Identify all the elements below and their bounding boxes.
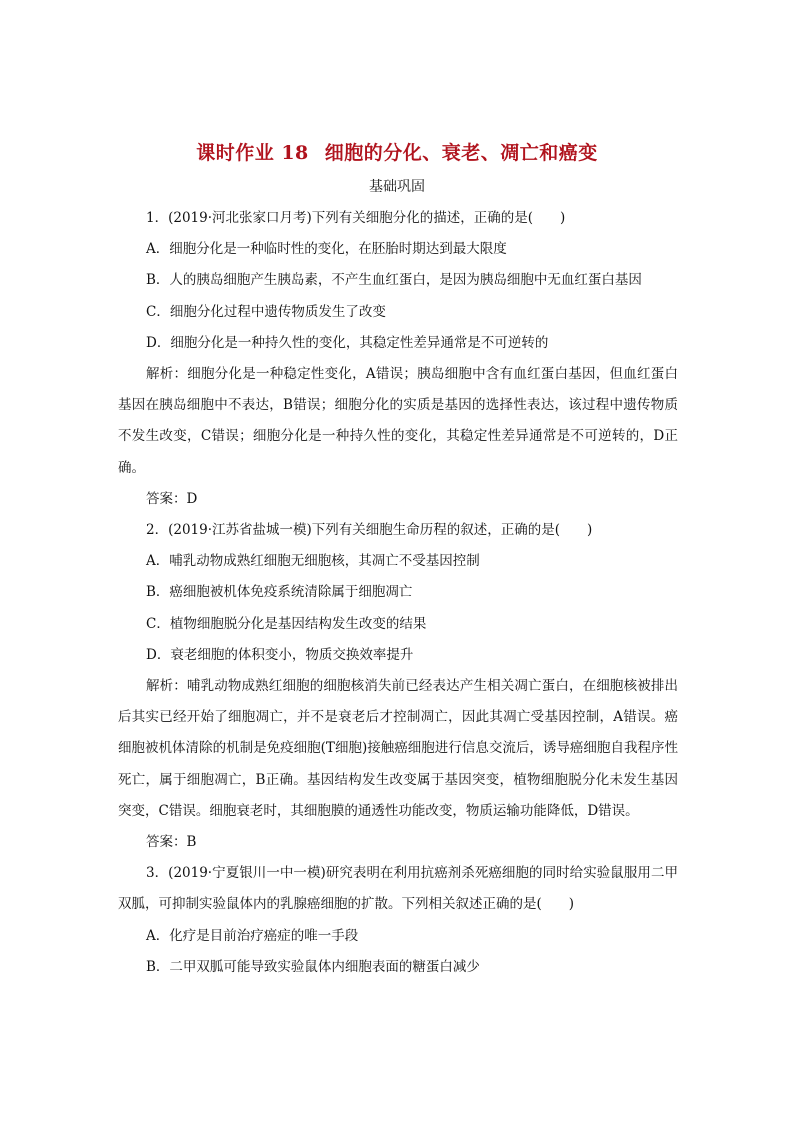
question-1-answer: 答案：D xyxy=(146,490,198,507)
question-2-option-c: C．植物细胞脱分化是基因结构发生改变的结果 xyxy=(146,615,427,632)
question-2-option-d: D．衰老细胞的体积变小，物质交换效率提升 xyxy=(146,646,414,663)
question-3-stem: 3．(2019·宁夏银川一中一模)研究表明在利用抗癌剂杀死癌细胞的同时给实验鼠服用二甲双胍，可抑制实验鼠体内的乳腺癌细胞的扩散。下列相关叙述正确的是( ) xyxy=(118,865,678,913)
question-2-analysis: 解析：哺乳动物成熟红细胞的细胞核消失前已经表达产生相关凋亡蛋白，在细胞核被排出后其实已经开始了细胞凋亡，并不是衰老后才控制凋亡，因此其凋亡受基因控制，A错误。癌细胞被机体清除的机制是免疫细胞(T细胞)接触癌细胞进行信息交流后，诱导癌细胞自我程序性死亡，属于细胞凋亡，B正确。基因结构发生改变属于基因突变，植物细胞脱分化未发生基因突变，C错误。细胞衰老时，其细胞膜的通透性功能改变，物质运输功能降低，D错误。 xyxy=(118,678,678,819)
page-title xyxy=(0,138,794,165)
question-2-option-b: B．癌细胞被机体免疫系统清除属于细胞凋亡 xyxy=(146,584,413,601)
question-1-option-d: D．细胞分化是一种持久性的变化，其稳定性差异通常是不可逆转的 xyxy=(146,334,549,351)
question-1-stem: 1．(2019·河北张家口月考)下列有关细胞分化的描述，正确的是( ) xyxy=(146,210,566,226)
question-2-option-a: A．哺乳动物成熟红细胞无细胞核，其凋亡不受基因控制 xyxy=(146,553,480,570)
question-3-option-b: B．二甲双胍可能导致实验鼠体内细胞表面的糖蛋白减少 xyxy=(146,958,480,975)
question-1-option-c: C．细胞分化过程中遗传物质发生了改变 xyxy=(146,303,386,320)
question-1-analysis: 解析：细胞分化是一种稳定性变化，A错误；胰岛细胞中含有血红蛋白基因，但血红蛋白基因在胰岛细胞中不表达，B错误；细胞分化的实质是基因的选择性表达，该过程中遗传物质不发生改变，C错误；细胞分化是一种持久性的变化，其稳定性差异通常是不可逆转的，D正确。 xyxy=(118,366,678,476)
title-assignment-number: 课时作业 18 xyxy=(196,142,309,164)
section-heading: 基础巩固 xyxy=(369,179,425,195)
question-1-option-b: B．人的胰岛细胞产生胰岛素，不产生血红蛋白，是因为胰岛细胞中无血红蛋白基因 xyxy=(146,272,642,289)
question-2-answer: 答案：B xyxy=(146,834,197,851)
question-2-stem: 2．(2019·江苏省盐城一模)下列有关细胞生命历程的叙述，正确的是( ) xyxy=(146,522,593,539)
question-3-option-a: A．化疗是目前治疗癌症的唯一手段 xyxy=(146,927,359,944)
title-topic: 细胞的分化、衰老、凋亡和癌变 xyxy=(324,142,598,164)
question-1-option-a: A．细胞分化是一种临时性的变化，在胚胎时期达到最大限度 xyxy=(146,241,507,258)
questions-body xyxy=(118,203,678,983)
